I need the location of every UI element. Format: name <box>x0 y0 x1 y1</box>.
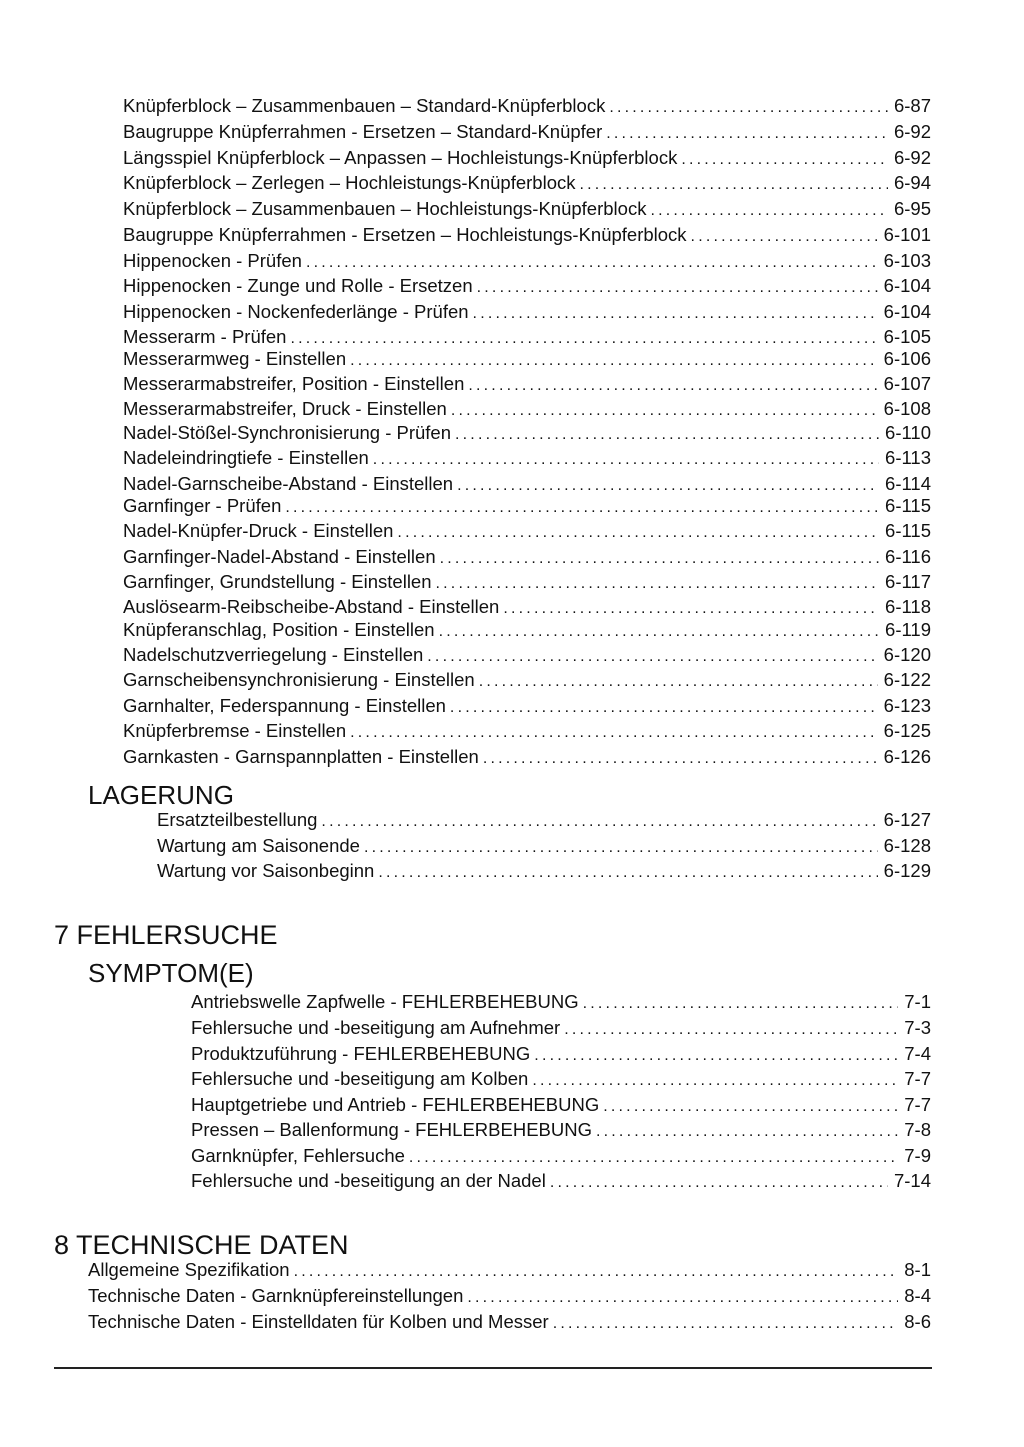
toc-leader-dots <box>553 1313 899 1335</box>
toc-entry-page: 7-7 <box>904 1094 931 1115</box>
toc-entry[interactable] <box>123 447 931 471</box>
toc-entry-page: 6-116 <box>885 546 931 567</box>
toc-leader-dots <box>534 1045 898 1067</box>
toc-entry[interactable] <box>123 198 931 222</box>
toc-entry-page: 7-4 <box>904 1043 931 1064</box>
toc-entry-page: 6-127 <box>883 809 931 830</box>
toc-entry[interactable] <box>88 1285 931 1309</box>
toc-leader-dots <box>350 350 878 372</box>
toc-leader-dots <box>436 573 880 595</box>
toc-entry-page: 6-115 <box>885 495 931 516</box>
toc-entry[interactable] <box>191 1170 931 1194</box>
toc-entry-title: Nadel-Stößel-Synchronisierung - Prüfen <box>123 422 452 443</box>
toc-entry[interactable] <box>123 720 931 744</box>
toc-entry[interactable] <box>123 619 931 643</box>
toc-leader-dots <box>603 1096 898 1118</box>
toc-entry-page: 6-114 <box>885 473 931 494</box>
toc-entry-title: Antriebswelle Zapfwelle - FEHLERBEHEBUNG <box>191 991 579 1012</box>
toc-entry-page: 8-1 <box>904 1259 931 1280</box>
toc-entry-title: Knüpferblock – Zusammenbauen – Standard-Knüpferblock <box>123 95 606 116</box>
toc-entry-title: Nadeleindringtiefe - Einstellen <box>123 447 369 468</box>
toc-entry-title: Fehlersuche und -beseitigung am Aufnehmer <box>191 1017 561 1038</box>
toc-leader-dots <box>439 621 879 643</box>
toc-entry-page: 6-95 <box>893 198 931 219</box>
toc-entry[interactable] <box>191 1068 931 1092</box>
toc-entry[interactable] <box>123 596 931 620</box>
toc-entry-title: Messerarmweg - Einstellen <box>123 348 347 369</box>
toc-leader-dots <box>373 449 879 471</box>
toc-entry-title: Nadelschutzverriegelung - Einstellen <box>123 644 424 665</box>
toc-entry[interactable] <box>123 275 931 299</box>
chapter7-heading: 7 FEHLERSUCHE <box>54 920 278 950</box>
toc-entry[interactable] <box>88 1259 931 1283</box>
toc-entry[interactable] <box>123 695 931 719</box>
toc-entry[interactable] <box>123 224 931 248</box>
toc-entry-page: 6-106 <box>883 348 931 369</box>
toc-entry-page: 6-104 <box>883 275 931 296</box>
toc-leader-dots <box>451 400 878 422</box>
toc-entry-page: 7-14 <box>893 1170 931 1191</box>
toc-entry[interactable] <box>191 1043 931 1067</box>
footer-rule <box>54 1367 932 1369</box>
toc-entry-page: 6-118 <box>885 596 931 617</box>
toc-leader-dots <box>457 475 879 497</box>
toc-entry-page: 6-122 <box>883 669 931 690</box>
toc-entry-page: 6-117 <box>885 571 931 592</box>
toc-leader-dots <box>321 811 877 833</box>
toc-leader-dots <box>290 328 877 350</box>
toc-entry-page: 7-8 <box>904 1119 931 1140</box>
toc-entry[interactable] <box>191 1017 931 1041</box>
toc-entry-title: Knüpferanschlag, Position - Einstellen <box>123 619 435 640</box>
toc-entry-title: Fehlersuche und -beseitigung am Kolben <box>191 1068 529 1089</box>
toc-entry-page: 8-4 <box>904 1285 931 1306</box>
toc-entry-title: Allgemeine Spezifikation <box>88 1259 290 1280</box>
toc-entry[interactable] <box>191 1145 931 1169</box>
toc-leader-dots <box>450 697 878 719</box>
toc-entry-title: Wartung vor Saisonbeginn <box>157 860 375 881</box>
toc-leader-dots <box>609 97 888 119</box>
toc-entry[interactable] <box>123 422 931 446</box>
toc-leader-dots <box>579 174 887 196</box>
toc-entry[interactable] <box>123 172 931 196</box>
toc-entry[interactable] <box>157 860 931 884</box>
toc-entry[interactable] <box>191 1094 931 1118</box>
toc-entry[interactable] <box>123 95 931 119</box>
toc-entry-title: Garnscheibensynchronisierung - Einstellen <box>123 669 475 690</box>
toc-entry-title: Garnfinger-Nadel-Abstand - Einstellen <box>123 546 436 567</box>
toc-entry-title: Hauptgetriebe und Antrieb - FEHLERBEHEBUNG <box>191 1094 600 1115</box>
toc-entry[interactable] <box>123 147 931 171</box>
toc-entry-title: Garnhalter, Federspannung - Einstellen <box>123 695 446 716</box>
toc-entry[interactable] <box>123 473 931 497</box>
toc-entry-title: Technische Daten - Garnknüpfereinstellungen <box>88 1285 464 1306</box>
toc-leader-dots <box>606 123 888 145</box>
toc-leader-dots <box>285 497 879 519</box>
toc-leader-dots <box>550 1172 888 1194</box>
toc-entry[interactable] <box>123 250 931 274</box>
toc-leader-dots <box>596 1121 898 1143</box>
toc-entry[interactable] <box>123 326 931 350</box>
toc-entry[interactable] <box>123 373 931 397</box>
toc-entry[interactable] <box>123 669 931 693</box>
toc-entry-title: Baugruppe Knüpferrahmen - Ersetzen – Standard-Knüpfer <box>123 121 603 142</box>
toc-entry-title: Garnknüpfer, Fehlersuche <box>191 1145 405 1166</box>
lagerung-heading: LAGERUNG <box>88 780 234 810</box>
toc-entry-page: 6-107 <box>883 373 931 394</box>
toc-entry-title: Längsspiel Knüpferblock – Anpassen – Hochleistungs-Knüpferblock <box>123 147 678 168</box>
toc-entry-page: 6-108 <box>883 398 931 419</box>
toc-entry-page: 6-87 <box>893 95 931 116</box>
toc-entry[interactable] <box>157 809 931 833</box>
toc-entry-title: Messerarmabstreifer, Position - Einstellen <box>123 373 465 394</box>
toc-entry[interactable] <box>123 520 931 544</box>
toc-entry-title: Knüpferblock – Zusammenbauen – Hochleistungs-Knüpferblock <box>123 198 647 219</box>
toc-leader-dots <box>503 598 879 620</box>
toc-entry[interactable] <box>191 1119 931 1143</box>
toc-entry[interactable] <box>123 398 931 422</box>
toc-entry-title: Baugruppe Knüpferrahmen - Ersetzen – Hochleistungs-Knüpferblock <box>123 224 687 245</box>
toc-entry[interactable] <box>191 991 931 1015</box>
toc-leader-dots <box>691 226 878 248</box>
toc-leader-dots <box>364 837 878 859</box>
toc-entry-page: 6-126 <box>883 746 931 767</box>
toc-entry[interactable] <box>123 301 931 325</box>
toc-entry-title: Pressen – Ballenformung - FEHLERBEHEBUNG <box>191 1119 592 1140</box>
toc-entry-page: 6-103 <box>883 250 931 271</box>
toc-entry-page: 6-125 <box>883 720 931 741</box>
toc-entry-title: Wartung am Saisonende <box>157 835 360 856</box>
toc-entry-title: Auslösearm-Reibscheibe-Abstand - Einstellen <box>123 596 500 617</box>
toc-entry-page: 7-9 <box>904 1145 931 1166</box>
toc-entry-page: 7-1 <box>904 991 931 1012</box>
toc-entry-title: Fehlersuche und -beseitigung an der Nadel <box>191 1170 546 1191</box>
toc-entry-page: 6-128 <box>883 835 931 856</box>
toc-entry-page: 6-101 <box>883 224 931 245</box>
toc-entry-page: 6-113 <box>885 447 931 468</box>
toc-entry-title: Nadel-Knüpfer-Druck - Einstellen <box>123 520 394 541</box>
toc-leader-dots <box>455 424 879 446</box>
toc-entry-page: 6-129 <box>883 860 931 881</box>
toc-entry-title: Nadel-Garnscheibe-Abstand - Einstellen <box>123 473 454 494</box>
toc-leader-dots <box>378 862 877 884</box>
toc-leader-dots <box>483 748 878 770</box>
toc-leader-dots <box>468 375 877 397</box>
toc-leader-dots <box>294 1261 899 1283</box>
toc-entry-title: Garnfinger, Grundstellung - Einstellen <box>123 571 432 592</box>
toc-entry-page: 6-120 <box>883 644 931 665</box>
toc-entry-title: Garnkasten - Garnspannplatten - Einstellen <box>123 746 479 767</box>
toc-entry-title: Hippenocken - Nockenfederlänge - Prüfen <box>123 301 469 322</box>
toc-leader-dots <box>681 149 888 171</box>
toc-entry-page: 7-7 <box>904 1068 931 1089</box>
toc-entry[interactable] <box>123 121 931 145</box>
toc-leader-dots <box>397 522 879 544</box>
chapter7-subheading: SYMPTOM(E) <box>88 958 254 988</box>
toc-entry[interactable] <box>88 1311 931 1335</box>
toc-leader-dots <box>479 671 878 693</box>
toc-entry[interactable] <box>123 495 931 519</box>
toc-entry-title: Technische Daten - Einstelldaten für Kolben und Messer <box>88 1311 549 1332</box>
toc-entry-page: 8-6 <box>904 1311 931 1332</box>
toc-entry-title: Hippenocken - Prüfen <box>123 250 302 271</box>
toc-entry-title: Hippenocken - Zunge und Rolle - Ersetzen <box>123 275 473 296</box>
toc-leader-dots <box>350 722 878 744</box>
toc-leader-dots <box>532 1070 898 1092</box>
toc-leader-dots <box>427 646 877 668</box>
toc-entry-page: 6-105 <box>883 326 931 347</box>
toc-entry[interactable] <box>157 835 931 859</box>
toc-entry-page: 6-119 <box>885 619 931 640</box>
toc-entry-page: 6-110 <box>885 422 931 443</box>
toc-leader-dots <box>583 993 899 1015</box>
chapter8-heading: 8 TECHNISCHE DATEN <box>54 1230 349 1260</box>
toc-leader-dots <box>564 1019 898 1041</box>
toc-entry-page: 6-115 <box>885 520 931 541</box>
toc-entry-page: 6-94 <box>893 172 931 193</box>
toc-entry-title: Knüpferbremse - Einstellen <box>123 720 347 741</box>
toc-leader-dots <box>440 548 879 570</box>
toc-entry-title: Produktzuführung - FEHLERBEHEBUNG <box>191 1043 531 1064</box>
toc-leader-dots <box>306 252 878 274</box>
toc-entry-title: Knüpferblock – Zerlegen – Hochleistungs-Knüpferblock <box>123 172 576 193</box>
toc-entry-page: 6-92 <box>893 147 931 168</box>
toc-entry-title: Garnfinger - Prüfen <box>123 495 282 516</box>
toc-entry[interactable] <box>123 546 931 570</box>
toc-entry-page: 7-3 <box>904 1017 931 1038</box>
toc-leader-dots <box>473 303 878 325</box>
toc-entry[interactable] <box>123 348 931 372</box>
toc-entry-title: Messerarmabstreifer, Druck - Einstellen <box>123 398 447 419</box>
toc-entry-page: 6-123 <box>883 695 931 716</box>
toc-entry-title: Ersatzteilbestellung <box>157 809 318 830</box>
toc-entry-page: 6-92 <box>893 121 931 142</box>
toc-leader-dots <box>477 277 878 299</box>
toc-entry-title: Messerarm - Prüfen <box>123 326 287 347</box>
toc-leader-dots <box>409 1147 898 1169</box>
toc-entry[interactable] <box>123 746 931 770</box>
toc-entry[interactable] <box>123 644 931 668</box>
toc-leader-dots <box>467 1287 898 1309</box>
toc-leader-dots <box>650 200 888 222</box>
toc-entry[interactable] <box>123 571 931 595</box>
toc-entry-page: 6-104 <box>883 301 931 322</box>
